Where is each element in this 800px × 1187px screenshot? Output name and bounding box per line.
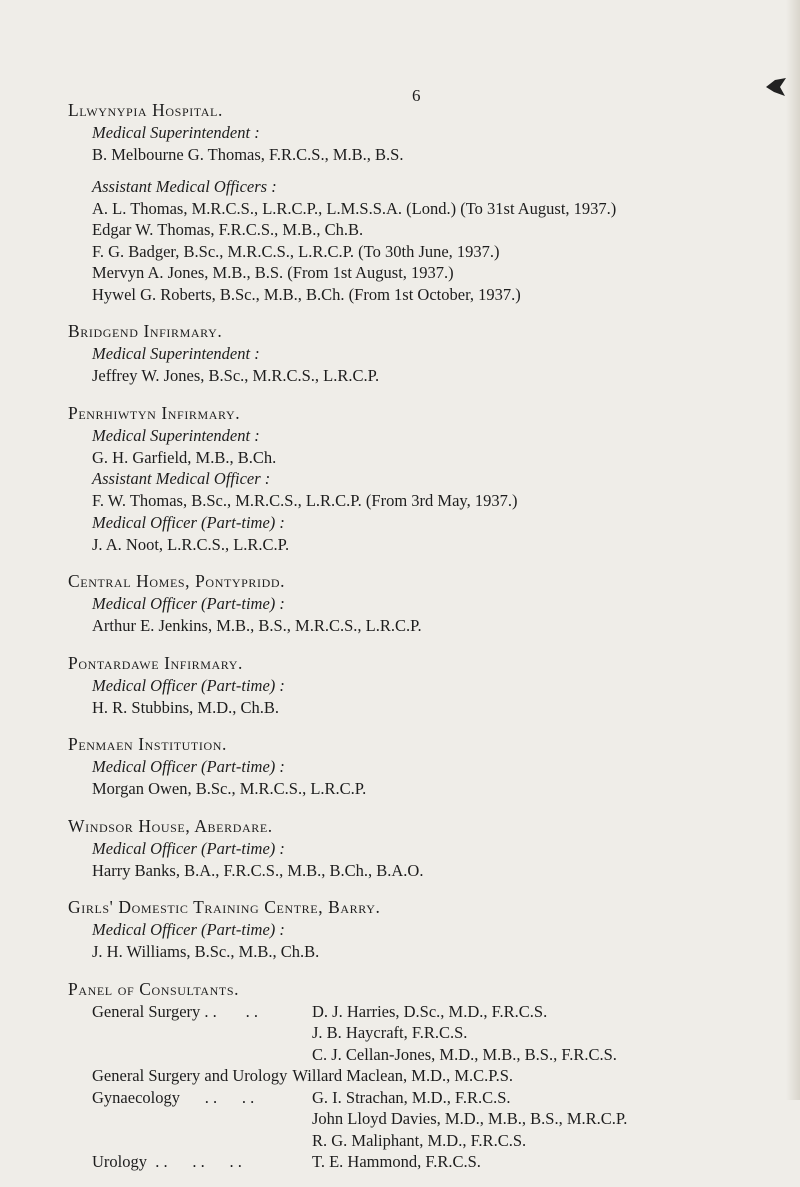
role-title: Medical Officer (Part-time) : — [92, 757, 285, 776]
consultant-names — [312, 1151, 481, 1173]
staff-name: F. W. Thomas, B.Sc., M.R.C.S., L.R.C.P. (From 3rd May, 1937.) — [92, 491, 518, 510]
role-title: Medical Officer (Part-time) : — [92, 920, 285, 939]
section-heading: Panel of Consultants. — [68, 978, 240, 999]
margin-mark-icon — [763, 74, 789, 100]
staff-name: J. H. Williams, B.Sc., M.B., Ch.B. — [92, 942, 320, 961]
section-heading: Central Homes, Pontypridd. — [68, 571, 286, 591]
consultant-name: C. J. Cellan-Jones, M.D., M.B., B.S., F.R.C.S. — [312, 1044, 617, 1064]
role-title: Medical Superintendent : — [92, 425, 260, 445]
staff-name: Morgan Owen, B.Sc., M.R.C.S., L.R.C.P. — [92, 779, 367, 798]
consultant-names — [292, 1065, 513, 1087]
section-windsor-house — [68, 814, 768, 882]
staff-name: G. H. Garfield, M.B., B.Ch. — [92, 447, 277, 467]
staff-name: Mervyn A. Jones, M.B., B.S. (From 1st August, 1937.) — [92, 263, 454, 282]
consultant-names — [312, 1001, 617, 1066]
specialty-label: Urology . . . . . . — [92, 1152, 242, 1171]
consultant-row — [68, 1151, 768, 1173]
staff-name: Edgar W. Thomas, F.R.C.S., M.B., Ch.B. — [92, 220, 364, 239]
staff-name: B. Melbourne G. Thomas, F.R.C.S., M.B., B.S. — [92, 145, 404, 164]
section-heading: Penmaen Institution. — [68, 734, 227, 754]
role-title: Assistant Medical Officer : — [92, 469, 271, 488]
specialty-label: Gynaecology . . . . — [92, 1087, 255, 1107]
specialty-label: General Surgery . . . . — [92, 1001, 259, 1021]
role-title: Medical Officer (Part-time) : — [92, 838, 285, 858]
consultant-row — [68, 1087, 768, 1152]
section-heading: Bridgend Infirmary. — [68, 321, 223, 341]
page-edge-shadow — [786, 0, 800, 1100]
role-title: Medical Officer (Part-time) : — [92, 512, 285, 532]
consultant-name: R. G. Maliphant, M.D., F.R.C.S. — [312, 1130, 527, 1150]
section-pontardawe — [68, 651, 768, 719]
consultant-row — [68, 1001, 768, 1066]
section-penrhiwtyn — [68, 401, 768, 556]
consultant-name: Willard Maclean, M.D., M.C.P.S. — [292, 1066, 514, 1085]
specialty-label: General Surgery and Urology — [92, 1066, 288, 1085]
consultant-name: D. J. Harries, D.Sc., M.D., F.R.C.S. — [312, 1001, 548, 1021]
section-heading: Windsor House, Aberdare. — [68, 815, 273, 836]
page-number: 6 — [412, 86, 421, 105]
document-body — [68, 98, 768, 1187]
staff-name: Hywel G. Roberts, B.Sc., M.B., B.Ch. (From 1st October, 1937.) — [92, 284, 521, 304]
staff-name: H. R. Stubbins, M.D., Ch.B. — [92, 697, 280, 717]
staff-name: Jeffrey W. Jones, B.Sc., M.R.C.S., L.R.C.P. — [92, 366, 380, 385]
consultant-name: John Lloyd Davies, M.D., M.B., B.S., M.R.C.P. — [312, 1109, 628, 1128]
section-heading: Pontardawe Infirmary. — [68, 652, 243, 673]
section-bridgend — [68, 319, 768, 387]
section-heading: Llwynypia Hospital. — [68, 100, 223, 120]
staff-name: A. L. Thomas, M.R.C.S., L.R.C.P., L.M.S.S.A. (Lond.) (To 31st August, 1937.) — [92, 198, 617, 218]
section-girls-domestic-training — [68, 895, 768, 963]
staff-name: F. G. Badger, B.Sc., M.R.C.S., L.R.C.P. (To 30th June, 1937.) — [92, 241, 500, 261]
role-title: Assistant Medical Officers : — [92, 176, 277, 196]
role-title: Medical Officer (Part-time) : — [92, 675, 285, 695]
section-central-homes — [68, 569, 768, 637]
staff-name: Arthur E. Jenkins, M.B., B.S., M.R.C.S., L.R.C.P. — [92, 616, 422, 635]
section-penmaen — [68, 732, 768, 800]
section-heading: Girls' Domestic Training Centre, Barry. — [68, 897, 381, 917]
staff-name: J. A. Noot, L.R.C.S., L.R.C.P. — [92, 534, 290, 554]
consultant-names — [312, 1087, 627, 1152]
consultant-name: T. E. Hammond, F.R.C.S. — [312, 1152, 481, 1171]
consultant-name: G. I. Strachan, M.D., F.R.C.S. — [312, 1087, 511, 1107]
consultant-row — [68, 1065, 768, 1087]
section-heading: Penrhiwtyn Infirmary. — [68, 402, 241, 423]
role-title: Medical Officer (Part-time) : — [92, 594, 285, 613]
consultant-name: J. B. Haycraft, F.R.C.S. — [312, 1023, 468, 1042]
role-title: Medical Superintendent : — [92, 123, 260, 142]
staff-name: Harry Banks, B.A., F.R.C.S., M.B., B.Ch., B.A.O. — [92, 860, 424, 880]
section-panel-of-consultants — [68, 977, 768, 1173]
role-title: Medical Superintendent : — [92, 344, 260, 363]
section-llwynypia — [68, 98, 768, 305]
